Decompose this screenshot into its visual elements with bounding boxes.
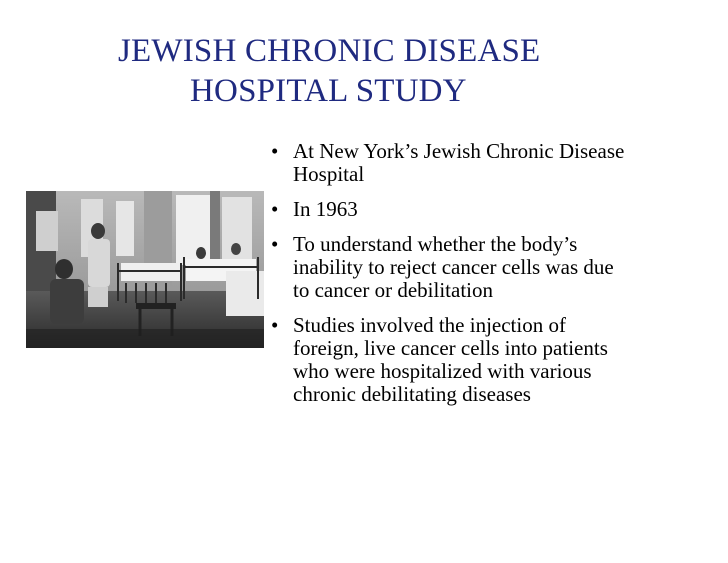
bullet-item — [268, 233, 628, 302]
bullet-text: At New York’s Jewish Chronic Disease Hospital — [293, 139, 625, 186]
bullet-text: To understand whether the body’s inability to reject cancer cells was due to cancer or debilitation — [293, 232, 614, 302]
bullet-list — [268, 140, 628, 418]
bullet-dot: • — [271, 313, 279, 337]
slide-title-line-2: HOSPITAL STUDY — [190, 73, 467, 109]
bullet-text: In 1963 — [293, 197, 358, 221]
hospital-ward-photo-drawing — [26, 191, 264, 348]
slide-title-line-1: JEWISH CHRONIC DISEASE — [118, 33, 541, 69]
hospital-ward-photo — [26, 191, 264, 348]
slide-title — [118, 31, 578, 111]
bullet-item — [268, 198, 628, 221]
bullet-text: Studies involved the injection of foreign, live cancer cells into patients who were hospitalized with various chronic debilitating diseases — [293, 313, 608, 406]
bullet-item — [268, 314, 628, 406]
bullet-dot: • — [271, 197, 279, 221]
bullet-dot: • — [271, 139, 279, 163]
bullet-dot: • — [271, 232, 279, 256]
bullet-item — [268, 140, 628, 186]
